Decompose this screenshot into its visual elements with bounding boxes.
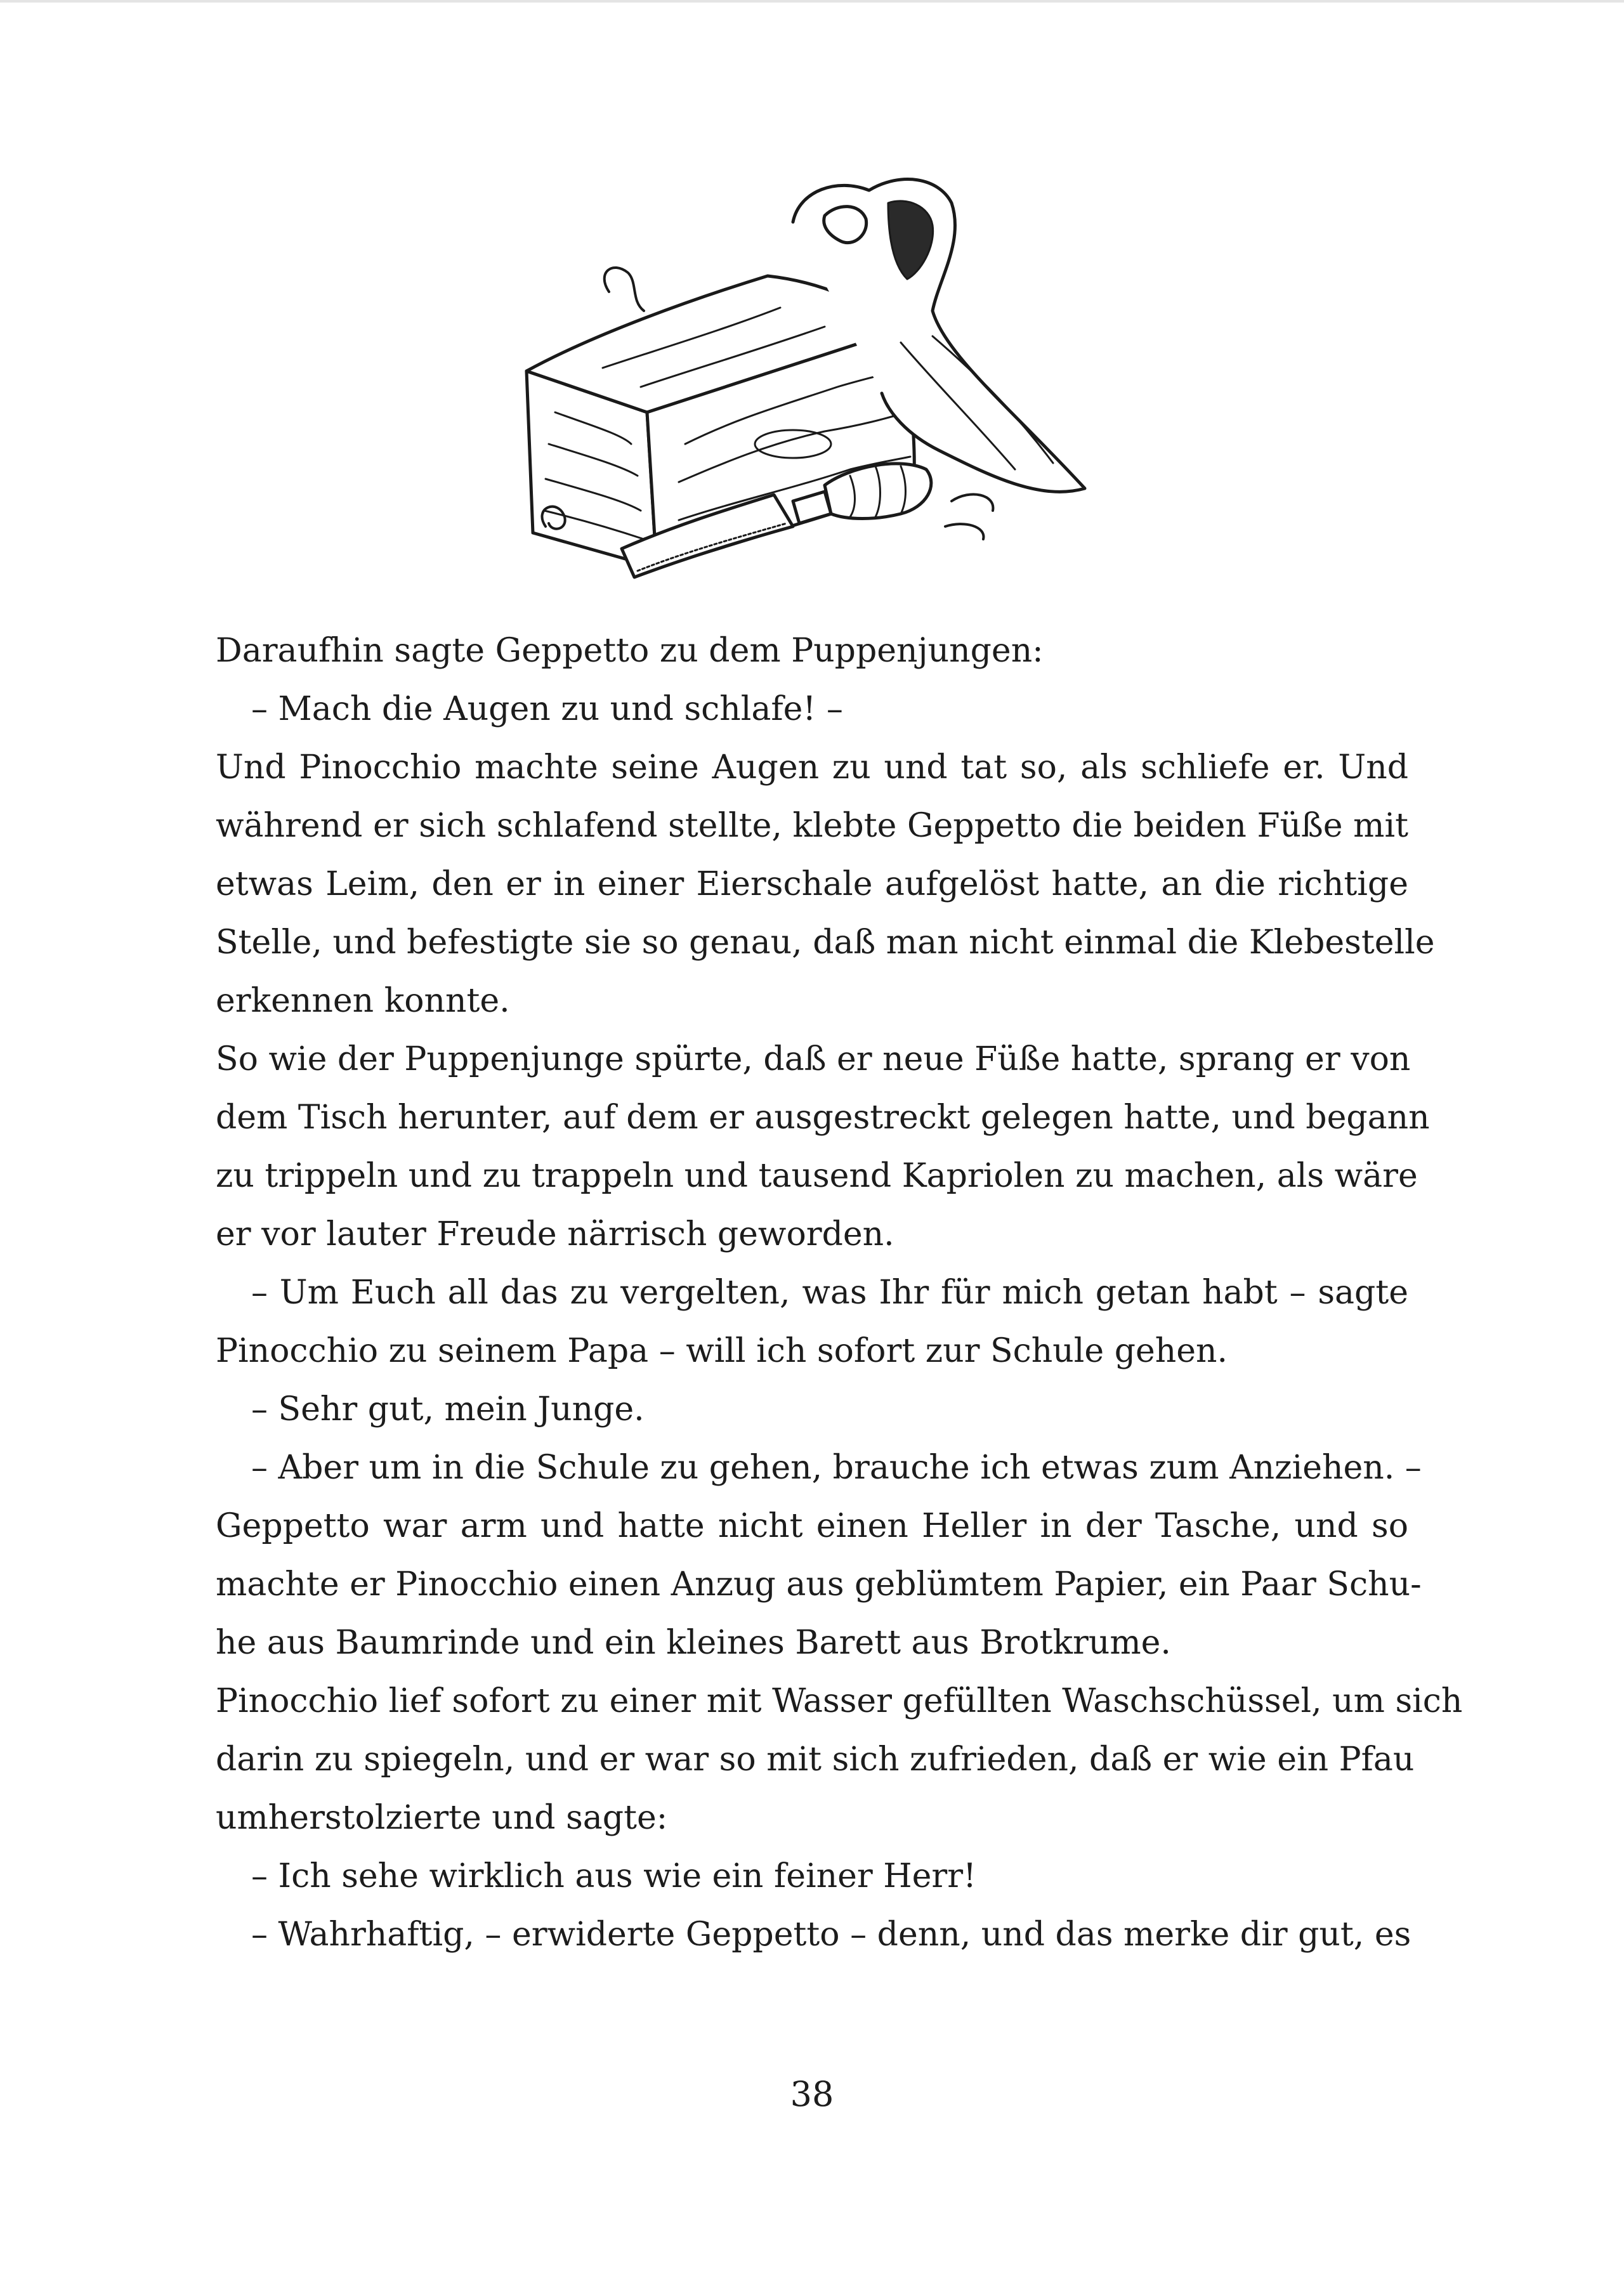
text-line: machte er Pinocchio einen Anzug aus geblümtem Papier, ein Paar Schu-	[216, 1565, 1422, 1604]
text-line: erkennen konnte.	[216, 982, 510, 1020]
body-text	[216, 622, 1463, 1964]
text-line: Pinocchio zu seinem Papa – will ich sofort zur Schule gehen.	[216, 1332, 1228, 1370]
text-line: zu trippeln und zu trappeln und tausend Kapriolen zu machen, als wäre	[216, 1157, 1418, 1195]
text-line: he aus Baumrinde und ein kleines Barett aus Brotkrume.	[216, 1624, 1171, 1662]
text-line: etwas Leim, den er in einer Eierschale aufgelöst hatte, an die richtige	[216, 865, 1408, 903]
text-line: – Aber um in die Schule zu gehen, brauche ich etwas zum Anziehen. –	[251, 1449, 1422, 1487]
text-line: – Sehr gut, mein Junge.	[251, 1390, 645, 1428]
text-line: umherstolzierte und sagte:	[216, 1799, 668, 1837]
text-line: Daraufhin sagte Geppetto zu dem Puppenjungen:	[216, 632, 1044, 670]
text-line: Pinocchio lief sofort zu einer mit Wasser gefüllten Waschschüssel, um sich	[216, 1682, 1463, 1720]
text-line: – Mach die Augen zu und schlafe! –	[251, 690, 843, 728]
text-line: So wie der Puppenjunge spürte, daß er neue Füße hatte, sprang er von	[216, 1040, 1411, 1078]
text-line: – Wahrhaftig, – erwiderte Geppetto – denn, und das merke dir gut, es	[251, 1916, 1411, 1954]
text-line: dem Tisch herunter, auf dem er ausgestreckt gelegen hatte, und begann	[216, 1099, 1430, 1137]
text-line: – Ich sehe wirklich aus wie ein feiner Herr!	[251, 1857, 976, 1895]
text-line: Geppetto war arm und hatte nicht einen Heller in der Tasche, und so	[216, 1507, 1408, 1545]
text-line: – Um Euch all das zu vergelten, was Ihr für mich getan habt – sagte	[251, 1274, 1408, 1312]
text-line: Stelle, und befestigte sie so genau, daß man nicht einmal die Klebestelle	[216, 924, 1435, 962]
text-line: Und Pinocchio machte seine Augen zu und tat so, als schliefe er. Und	[216, 748, 1408, 787]
page-top-edge	[0, 0, 1624, 3]
text-line: darin zu spiegeln, und er war so mit sich zufrieden, daß er wie ein Pfau	[216, 1741, 1415, 1779]
woodworking-tools-illustration	[495, 146, 1161, 590]
text-line: er vor lauter Freude närrisch geworden.	[216, 1215, 894, 1253]
page-number: 38	[790, 2074, 834, 2114]
text-line: während er sich schlafend stellte, klebte Geppetto die beiden Füße mit	[216, 807, 1408, 845]
